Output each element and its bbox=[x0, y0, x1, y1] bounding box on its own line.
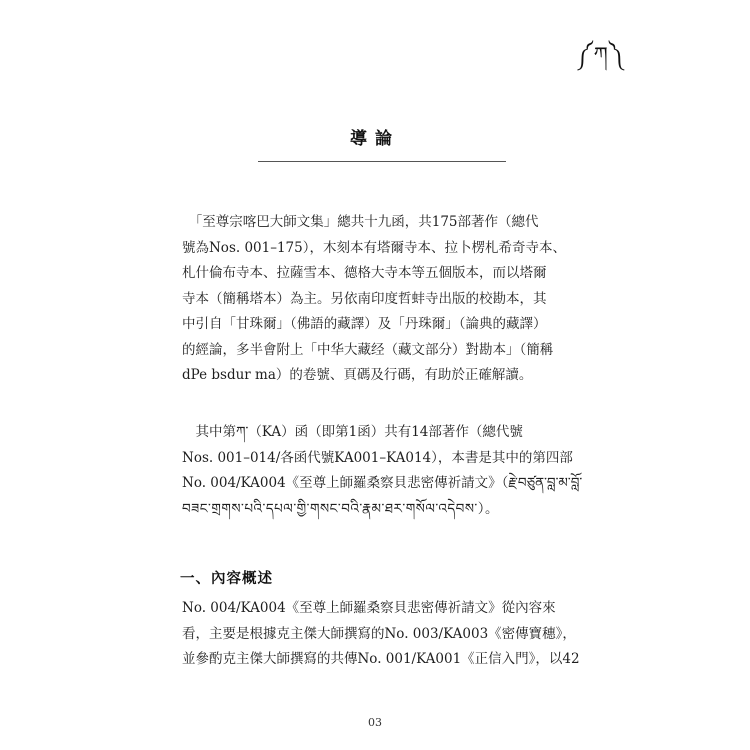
intro-line: 的經論，多半會附上「中华大藏经（藏文部分）對勘本」（簡稱 bbox=[182, 341, 554, 358]
intro-line: dPe bsdur ma）的卷號、頁碼及行碼，有助於正確解讀。 bbox=[182, 367, 533, 383]
volume-note-line: Nos. 001–014/各函代號KA001–KA014），本書是其中的第四部 bbox=[182, 449, 573, 466]
volume-note-tibetan-line: བཟང་གྲགས་པའི་དཔལ་གྱི་གསང་བའི་རྣམ་ཐར་གསོལ་འདེབས་）。 bbox=[182, 500, 500, 517]
section-paragraph bbox=[182, 596, 590, 673]
page-number: 03 bbox=[368, 716, 382, 729]
volume-note-paragraph bbox=[182, 420, 590, 522]
chapter-corner-mark: ༼ཀ༽ bbox=[576, 42, 624, 66]
intro-line: 號為Nos. 001–175），木刻本有塔爾寺本、拉卜楞札希奇寺本、 bbox=[182, 239, 566, 256]
title-underline-rule bbox=[258, 161, 506, 162]
intro-line: 寺本（簡稱塔本）為主。另依南印度哲蚌寺出版的校勘本，其 bbox=[182, 290, 547, 307]
intro-line: 札什倫布寺本、拉薩雪本、德格大寺本等五個版本，而以塔爾 bbox=[182, 265, 547, 281]
section-heading: 一、內容概述 bbox=[180, 571, 273, 587]
volume-note-line: 其中第ཀ་（KA）函（即第1函）共有14部著作（總代號 bbox=[182, 424, 523, 440]
intro-line: 中引自「甘珠爾」（佛語的藏譯）及「丹珠爾」（論典的藏譯） bbox=[182, 316, 547, 332]
section-line: 看，主要是根據克主傑大師撰寫的No. 003/KA003《密傳寶穗》， bbox=[182, 625, 576, 642]
intro-line: 「至尊宗喀巴大師文集」總共十九函，共175部著作（總代 bbox=[182, 214, 539, 230]
section-line: 並參酌克主傑大師撰寫的共傳No. 001/KA001《正信入門》，以42 bbox=[182, 651, 580, 667]
page-title: 導論 bbox=[350, 129, 400, 149]
volume-note-line: No. 004/KA004《至尊上師羅桑察貝悲密傳祈請文》（རྗེ་བཙུན་བླ་མ་བློ་ bbox=[182, 475, 583, 491]
section-line: No. 004/KA004《至尊上師羅桑察貝悲密傳祈請文》從內容來 bbox=[182, 600, 556, 616]
intro-paragraph bbox=[182, 210, 590, 389]
